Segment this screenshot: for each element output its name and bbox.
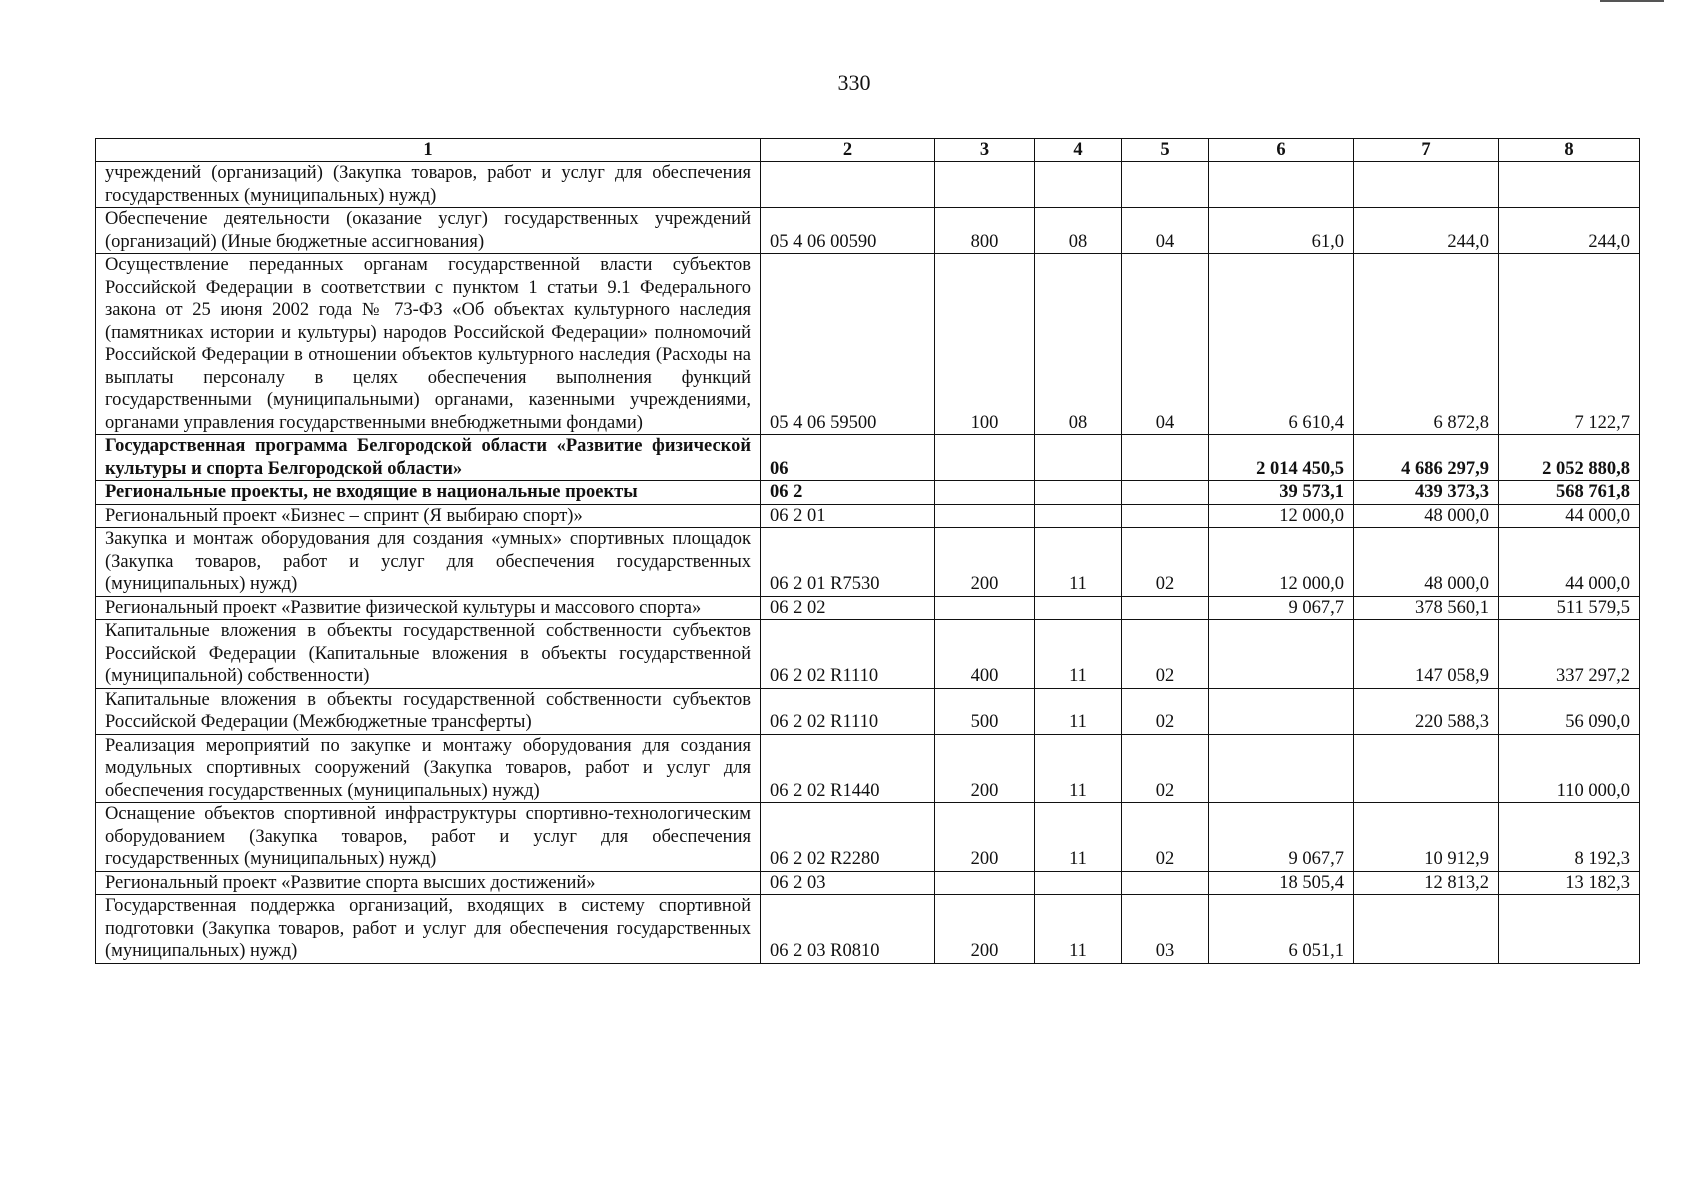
row-expense-type: 200 (935, 528, 1035, 597)
row-subsection (1122, 162, 1209, 208)
row-amount-col8 (1499, 162, 1640, 208)
row-description: Реализация мероприятий по закупке и монтажу оборудования для создания модульных спортивных сооружений (Закупка товаров, работ и услуг для обеспечения государственных (муниципальных) нужд) (96, 734, 761, 803)
row-amount-col7: 147 058,9 (1354, 620, 1499, 689)
page-number: 330 (837, 70, 871, 95)
row-target-code: 06 2 02 (761, 596, 935, 620)
row-subsection: 04 (1122, 254, 1209, 435)
column-header-6: 6 (1209, 139, 1354, 162)
row-description: Региональные проекты, не входящие в национальные проекты (96, 481, 761, 505)
row-target-code: 06 2 (761, 481, 935, 505)
column-header-7: 7 (1354, 139, 1499, 162)
row-subsection: 04 (1122, 208, 1209, 254)
table-row (96, 162, 1640, 208)
table-row (96, 688, 1640, 734)
row-target-code: 06 2 01 (761, 504, 935, 528)
row-amount-col6 (1209, 620, 1354, 689)
row-amount-col7: 12 813,2 (1354, 871, 1499, 895)
row-amount-col6: 39 573,1 (1209, 481, 1354, 505)
row-expense-type: 500 (935, 688, 1035, 734)
row-amount-col7: 4 686 297,9 (1354, 435, 1499, 481)
row-section (1035, 596, 1122, 620)
row-amount-col8: 7 122,7 (1499, 254, 1640, 435)
table-row (96, 596, 1640, 620)
row-amount-col6: 12 000,0 (1209, 504, 1354, 528)
row-amount-col8: 337 297,2 (1499, 620, 1640, 689)
row-amount-col8: 110 000,0 (1499, 734, 1640, 803)
row-section (1035, 481, 1122, 505)
row-amount-col8: 44 000,0 (1499, 528, 1640, 597)
row-amount-col6: 9 067,7 (1209, 596, 1354, 620)
row-amount-col8: 13 182,3 (1499, 871, 1640, 895)
row-section: 11 (1035, 803, 1122, 872)
row-section: 08 (1035, 254, 1122, 435)
row-amount-col7: 220 588,3 (1354, 688, 1499, 734)
column-header-5: 5 (1122, 139, 1209, 162)
column-header-1: 1 (96, 139, 761, 162)
row-subsection (1122, 871, 1209, 895)
row-amount-col8 (1499, 895, 1640, 964)
row-subsection (1122, 504, 1209, 528)
table-row (96, 481, 1640, 505)
row-expense-type (935, 871, 1035, 895)
row-amount-col7 (1354, 895, 1499, 964)
row-target-code: 05 4 06 59500 (761, 254, 935, 435)
row-expense-type: 800 (935, 208, 1035, 254)
row-amount-col8: 511 579,5 (1499, 596, 1640, 620)
row-subsection: 02 (1122, 688, 1209, 734)
column-header-2: 2 (761, 139, 935, 162)
row-expense-type: 200 (935, 734, 1035, 803)
table-body (96, 162, 1640, 964)
row-target-code: 06 2 02 R1440 (761, 734, 935, 803)
column-header-3: 3 (935, 139, 1035, 162)
row-amount-col8: 244,0 (1499, 208, 1640, 254)
row-target-code: 06 2 02 R1110 (761, 620, 935, 689)
row-description: Осуществление переданных органам государственной власти субъектов Российской Федерации в соответствии с пунктом 1 статьи 9.1 Федерального закона от 25 июня 2002 года № 73-ФЗ «Об объектах культурного наследия (памятниках истории и культуры) народов Российской Федерации» полномочий Российской Федерации в отношении объектов культурного наследия (Расходы на выплаты персоналу в целях обеспечения выполнения функций государственными (муниципальными) органами, казенными учреждениями, органами управления государственными внебюджетными фондами) (96, 254, 761, 435)
row-amount-col7: 6 872,8 (1354, 254, 1499, 435)
row-section: 11 (1035, 895, 1122, 964)
row-amount-col7 (1354, 734, 1499, 803)
row-section: 08 (1035, 208, 1122, 254)
row-amount-col8: 8 192,3 (1499, 803, 1640, 872)
row-amount-col6: 61,0 (1209, 208, 1354, 254)
row-description: Обеспечение деятельности (оказание услуг) государственных учреждений (организаций) (Иные бюджетные ассигнования) (96, 208, 761, 254)
row-section (1035, 435, 1122, 481)
row-amount-col6 (1209, 162, 1354, 208)
row-description: Региональный проект «Развитие спорта высших достижений» (96, 871, 761, 895)
row-amount-col6 (1209, 688, 1354, 734)
row-amount-col6: 2 014 450,5 (1209, 435, 1354, 481)
row-description: Оснащение объектов спортивной инфраструктуры спортивно-технологическим оборудованием (Закупка товаров, работ и услуг для обеспечения государственных (муниципальных) нужд) (96, 803, 761, 872)
row-description: Региональный проект «Бизнес – спринт (Я выбираю спорт)» (96, 504, 761, 528)
row-description: Закупка и монтаж оборудования для создания «умных» спортивных площадок (Закупка товаров, работ и услуг для обеспечения государственных (муниципальных) нужд) (96, 528, 761, 597)
table-row (96, 895, 1640, 964)
row-amount-col8: 2 052 880,8 (1499, 435, 1640, 481)
row-target-code: 06 2 02 R2280 (761, 803, 935, 872)
table-header (96, 139, 1640, 162)
table-row (96, 734, 1640, 803)
table-row (96, 208, 1640, 254)
row-expense-type: 100 (935, 254, 1035, 435)
row-target-code: 06 2 03 (761, 871, 935, 895)
row-target-code: 06 (761, 435, 935, 481)
table-row (96, 803, 1640, 872)
row-section: 11 (1035, 734, 1122, 803)
row-subsection (1122, 596, 1209, 620)
row-amount-col7: 48 000,0 (1354, 504, 1499, 528)
row-expense-type: 400 (935, 620, 1035, 689)
page-edge-mark (1600, 0, 1664, 2)
table-row (96, 620, 1640, 689)
row-amount-col8: 568 761,8 (1499, 481, 1640, 505)
row-expense-type: 200 (935, 803, 1035, 872)
column-header-8: 8 (1499, 139, 1640, 162)
row-subsection: 02 (1122, 620, 1209, 689)
row-section (1035, 504, 1122, 528)
table-row (96, 528, 1640, 597)
row-expense-type (935, 435, 1035, 481)
table-row (96, 504, 1640, 528)
row-subsection: 02 (1122, 734, 1209, 803)
row-amount-col7: 10 912,9 (1354, 803, 1499, 872)
row-description: Капитальные вложения в объекты государственной собственности субъектов Российской Федерации (Межбюджетные трансферты) (96, 688, 761, 734)
table-row (96, 435, 1640, 481)
row-expense-type (935, 596, 1035, 620)
row-amount-col6: 18 505,4 (1209, 871, 1354, 895)
row-subsection: 02 (1122, 803, 1209, 872)
row-target-code: 06 2 03 R0810 (761, 895, 935, 964)
row-section: 11 (1035, 528, 1122, 597)
row-target-code: 05 4 06 00590 (761, 208, 935, 254)
row-target-code: 06 2 01 R7530 (761, 528, 935, 597)
row-description: учреждений (организаций) (Закупка товаров, работ и услуг для обеспечения государственных (муниципальных) нужд) (96, 162, 761, 208)
table-row (96, 254, 1640, 435)
row-subsection (1122, 435, 1209, 481)
row-section: 11 (1035, 620, 1122, 689)
row-amount-col6: 6 610,4 (1209, 254, 1354, 435)
row-description: Государственная программа Белгородской области «Развитие физической культуры и спорта Белгородской области» (96, 435, 761, 481)
row-amount-col7: 439 373,3 (1354, 481, 1499, 505)
row-amount-col7: 244,0 (1354, 208, 1499, 254)
row-description: Государственная поддержка организаций, входящих в систему спортивной подготовки (Закупка товаров, работ и услуг для обеспечения государственных (муниципальных) нужд) (96, 895, 761, 964)
column-header-4: 4 (1035, 139, 1122, 162)
row-amount-col8: 56 090,0 (1499, 688, 1640, 734)
row-expense-type (935, 162, 1035, 208)
row-section (1035, 871, 1122, 895)
row-target-code (761, 162, 935, 208)
row-description: Капитальные вложения в объекты государственной собственности субъектов Российской Федерации (Капитальные вложения в объекты государственной (муниципальной) собственности) (96, 620, 761, 689)
row-subsection (1122, 481, 1209, 505)
row-amount-col8: 44 000,0 (1499, 504, 1640, 528)
budget-table (95, 138, 1640, 964)
row-amount-col6: 6 051,1 (1209, 895, 1354, 964)
row-description: Региональный проект «Развитие физической культуры и массового спорта» (96, 596, 761, 620)
row-subsection: 03 (1122, 895, 1209, 964)
row-amount-col6 (1209, 734, 1354, 803)
header-row (96, 139, 1640, 162)
row-amount-col7: 48 000,0 (1354, 528, 1499, 597)
row-expense-type (935, 504, 1035, 528)
row-amount-col6: 9 067,7 (1209, 803, 1354, 872)
row-section (1035, 162, 1122, 208)
row-amount-col6: 12 000,0 (1209, 528, 1354, 597)
row-expense-type: 200 (935, 895, 1035, 964)
row-amount-col7: 378 560,1 (1354, 596, 1499, 620)
table-row (96, 871, 1640, 895)
row-section: 11 (1035, 688, 1122, 734)
row-expense-type (935, 481, 1035, 505)
row-target-code: 06 2 02 R1110 (761, 688, 935, 734)
row-subsection: 02 (1122, 528, 1209, 597)
row-amount-col7 (1354, 162, 1499, 208)
